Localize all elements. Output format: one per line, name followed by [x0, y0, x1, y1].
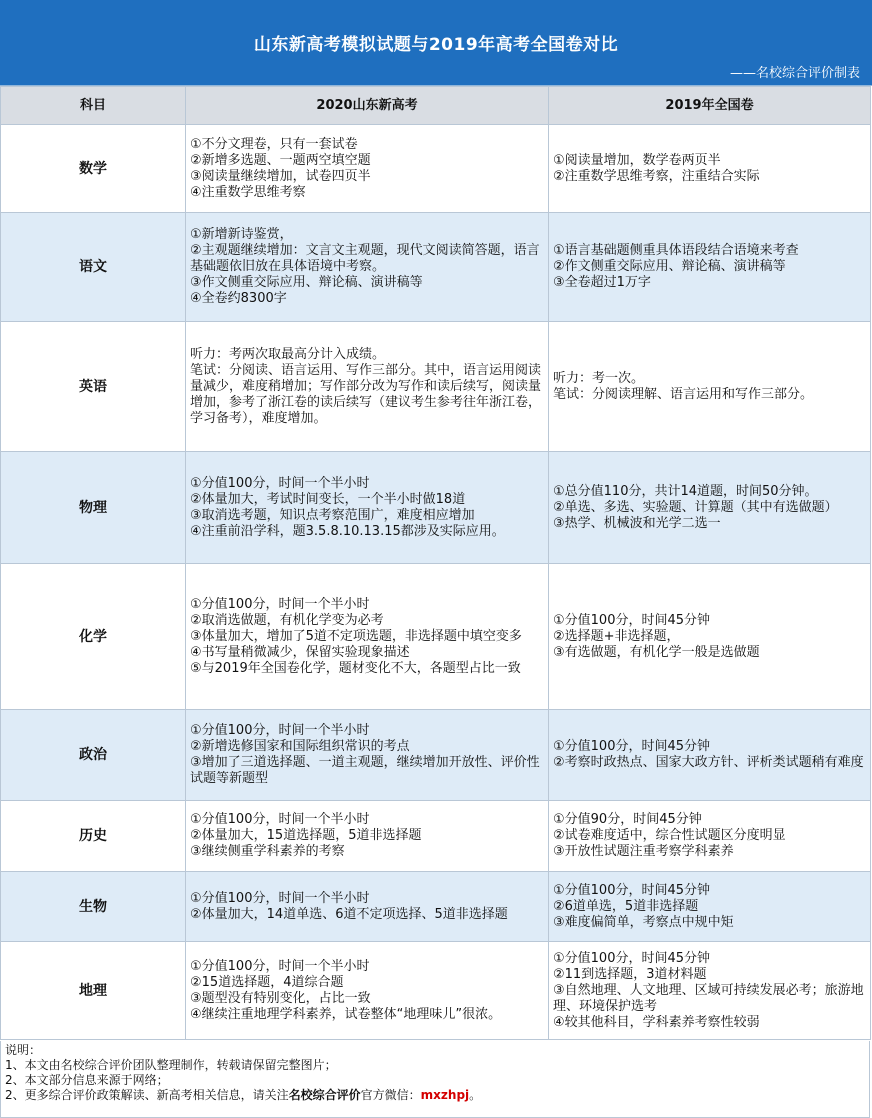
cell-line: ①语言基础题侧重具体语段结合语境来考查 [553, 243, 799, 258]
table-row [1, 942, 871, 1040]
national-cell [549, 213, 871, 322]
subject-cell: 化学 [1, 564, 186, 710]
cell-line: ③有选做题，有机化学一般是选做题 [553, 644, 760, 660]
cell-line: ②6道单选，5道非选择题 [553, 898, 699, 914]
cell-line: ①分值100分，时间一个半小时 [190, 812, 370, 827]
shandong-cell [186, 125, 549, 213]
table-row [1, 872, 871, 942]
table-header-row [1, 87, 871, 125]
cell-line: ③难度偏简单，考察点中规中矩 [553, 914, 734, 930]
subject-cell: 地理 [1, 942, 186, 1040]
cell-line: ④全卷约8300字 [190, 291, 287, 306]
cell-line: ①分值100分，时间一个半小时 [190, 723, 370, 738]
shandong-cell [186, 942, 549, 1040]
page-subtitle: ——名校综合评价制表 [729, 66, 860, 81]
cell-line: ③自然地理、人文地理、区域可持续发展必考；旅游地理、环境保护选考 [553, 982, 864, 1014]
notes-text: 2、更多综合评价政策解读、新高考相关信息，请关注 [5, 1088, 289, 1102]
notes-line: 2、本文部分信息来源于网络； [5, 1073, 169, 1087]
cell-line: ①分值100分，时间一个半小时 [190, 958, 370, 974]
cell-line: ②取消选做题，有机化学变为必考 [190, 612, 384, 628]
cell-line: ②新增选修国家和国际组织常识的考点 [190, 739, 410, 754]
cell-line: ①分值100分，时间45分钟 [553, 739, 711, 754]
column-header-subject: 科目 [1, 87, 186, 125]
notes-line [5, 1088, 865, 1103]
shandong-cell [186, 213, 549, 322]
account-name: 名校综合评价 [288, 1088, 361, 1102]
cell-line: ②注重数学思维考察，注重结合实际 [553, 168, 760, 184]
cell-line: ①总分值110分，共计14道题，时间50分钟。 [553, 483, 818, 499]
title-banner [0, 0, 872, 86]
column-header-shandong: 2020山东新高考 [186, 87, 549, 125]
cell-line: 听力：考两次取最高分计入成绩。 [190, 346, 386, 362]
shandong-cell [186, 452, 549, 564]
national-cell [549, 452, 871, 564]
column-header-national: 2019年全国卷 [549, 87, 871, 125]
cell-line: ①分值100分，时间45分钟 [553, 950, 711, 966]
cell-line: ②考察时政热点、国家大政方针、评析类试题稍有难度 [553, 755, 864, 770]
cell-line: ②15道选择题，4道综合题 [190, 974, 344, 990]
cell-line: ③开放性试题注重考察学科素养 [553, 844, 734, 859]
shandong-cell [186, 872, 549, 942]
cell-line: ③体量加大，增加了5道不定项选题，非选择题中填空变多 [190, 628, 522, 644]
shandong-cell [186, 322, 549, 452]
cell-line: ②11到选择题，3道材料题 [553, 966, 707, 982]
cell-line: ④继续注重地理学科素养，试卷整体“地理味儿”很浓。 [190, 1006, 502, 1022]
subject-cell: 历史 [1, 801, 186, 872]
table-row [1, 452, 871, 564]
cell-line: ③继续侧重学科素养的考察 [190, 844, 345, 859]
cell-line: ①分值100分，时间45分钟 [553, 882, 711, 898]
cell-line: ②主观题继续增加：文言文主观题，现代文阅读简答题，语言基础题依旧放在具体语境中考察。 [190, 243, 540, 274]
shandong-cell [186, 710, 549, 801]
cell-line: ①阅读量增加，数学卷两页半 [553, 152, 721, 168]
cell-line: ②作文侧重交际应用、辩论稿、演讲稿等 [553, 259, 786, 274]
cell-line: ①分值90分，时间45分钟 [553, 812, 702, 827]
national-cell [549, 322, 871, 452]
notes-heading: 说明： [5, 1043, 42, 1057]
table-row [1, 213, 871, 322]
national-cell [549, 942, 871, 1040]
national-cell [549, 125, 871, 213]
notes-text: 官方微信： [360, 1088, 421, 1102]
cell-line: ②新增多选题、一题两空填空题 [190, 152, 371, 168]
cell-line: ③取消选考题，知识点考察范围广，难度相应增加 [190, 507, 475, 523]
table-row [1, 710, 871, 801]
cell-line: ②体量加大，15道选择题，5道非选择题 [190, 828, 422, 843]
cell-line: ③作文侧重交际应用、辩论稿、演讲稿等 [190, 275, 423, 290]
cell-line: ③题型没有特别变化，占比一致 [190, 990, 371, 1006]
subject-cell: 物理 [1, 452, 186, 564]
cell-line: ②体量加大，考试时间变长，一个半小时做18道 [190, 491, 466, 507]
cell-line: ①分值100分，时间一个半小时 [190, 890, 370, 906]
cell-line: ④注重前沿学科，题3.5.8.10.13.15都涉及实际应用。 [190, 523, 505, 539]
cell-line: ③增加了三道选择题、一道主观题，继续增加开放性、评价性试题等新题型 [190, 755, 540, 786]
cell-line: ②体量加大，14道单选、6道不定项选择、5道非选择题 [190, 906, 508, 922]
cell-line: ⑤与2019年全国卷化学，题材变化不大，各题型占比一致 [190, 660, 521, 676]
notes-section [0, 1041, 870, 1118]
cell-line: 听力：考一次。 [553, 370, 645, 386]
wechat-id: mxzhpj [420, 1088, 470, 1102]
notes-text: 。 [469, 1088, 482, 1102]
cell-line: ③热学、机械波和光学二选一 [553, 515, 721, 531]
cell-line: ①分值100分，时间45分钟 [553, 612, 711, 628]
cell-line: ④注重数学思维考察 [190, 184, 306, 200]
cell-line: ④较其他科目，学科素养考察性较弱 [553, 1014, 760, 1030]
cell-line: ②单选、多选、实验题、计算题（其中有选做题） [553, 499, 838, 515]
subject-cell: 英语 [1, 322, 186, 452]
subject-cell: 语文 [1, 213, 186, 322]
shandong-cell [186, 801, 549, 872]
cell-line: ①分值100分，时间一个半小时 [190, 596, 370, 612]
notes-line: 1、本文由名校综合评价团队整理制作，转载请保留完整图片； [5, 1058, 337, 1072]
cell-line: ④书写量稍微减少，保留实验现象描述 [190, 644, 410, 660]
shandong-cell [186, 564, 549, 710]
table-row [1, 322, 871, 452]
cell-line: 笔试：分阅读理解、语言运用和写作三部分。 [553, 386, 814, 402]
national-cell [549, 801, 871, 872]
page-title: 山东新高考模拟试题与2019年高考全国卷对比 [253, 35, 619, 55]
table-row [1, 564, 871, 710]
national-cell [549, 710, 871, 801]
cell-line: ①分值100分，时间一个半小时 [190, 475, 370, 491]
subject-cell: 数学 [1, 125, 186, 213]
comparison-table [0, 86, 871, 1040]
subject-cell: 生物 [1, 872, 186, 942]
national-cell [549, 564, 871, 710]
cell-line: ③全卷超过1万字 [553, 275, 651, 290]
cell-line: ①新增新诗鉴赏， [190, 227, 293, 242]
cell-line: ③阅读量继续增加，试卷四页半 [190, 168, 371, 184]
cell-line: ①不分文理卷，只有一套试卷 [190, 136, 358, 152]
table-row [1, 801, 871, 872]
table-row [1, 125, 871, 213]
cell-line: ②选择题+非选择题， [553, 628, 680, 644]
cell-line: 笔试：分阅读、语言运用、写作三部分。其中，语言运用阅读量减少，难度稍增加；写作部分改为写作和读后续写，阅读量增加，参考了浙江卷的读后续写（建议考生参考往年浙江卷，学习备考），难度增加。 [190, 362, 542, 426]
subject-cell: 政治 [1, 710, 186, 801]
national-cell [549, 872, 871, 942]
cell-line: ②试卷难度适中，综合性试题区分度明显 [553, 828, 786, 843]
